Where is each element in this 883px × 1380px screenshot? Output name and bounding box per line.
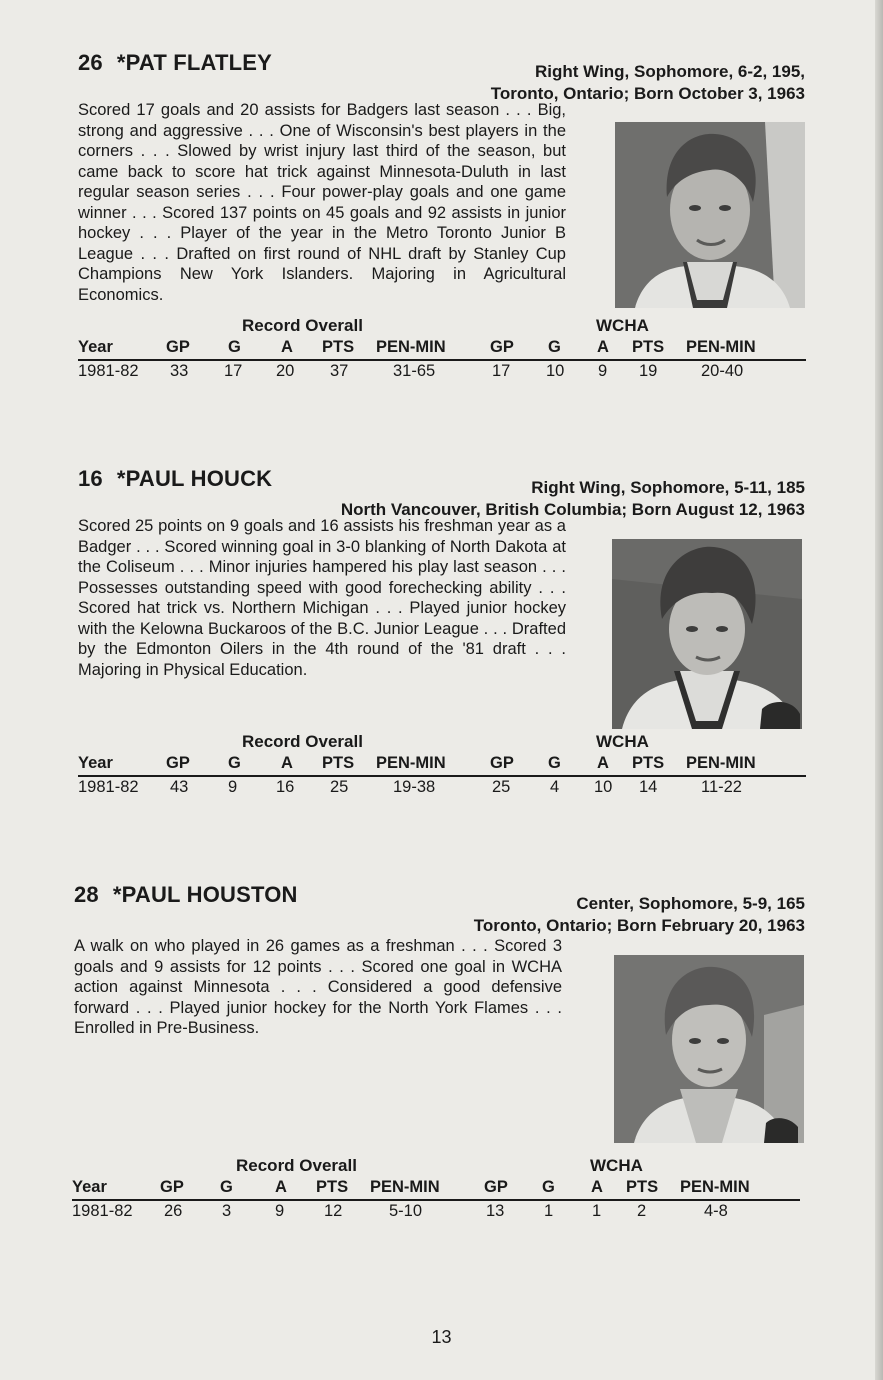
col-pts: PTS xyxy=(322,338,355,356)
cell-wcha-a: 9 xyxy=(598,362,608,380)
col-g: G xyxy=(228,338,241,356)
cell-wcha-gp: 17 xyxy=(492,362,511,380)
position-line: Center, Sophomore, 5-9, 165 xyxy=(576,894,805,913)
stats-table xyxy=(78,316,806,386)
col-gp: GP xyxy=(160,1178,184,1196)
origin-line: Toronto, Ontario; Born February 20, 1963 xyxy=(473,916,805,935)
player-heading xyxy=(78,50,272,76)
player-heading xyxy=(74,882,298,908)
cell-wcha-pen-min: 11-22 xyxy=(701,778,742,796)
col-gp: GP xyxy=(166,338,190,356)
col-year: Year xyxy=(72,1178,107,1196)
col-pts: PTS xyxy=(316,1178,349,1196)
col-wcha-g: G xyxy=(542,1178,555,1196)
cell-pts: 25 xyxy=(330,778,349,796)
cell-gp: 26 xyxy=(164,1202,183,1220)
cell-wcha-gp: 13 xyxy=(486,1202,505,1220)
col-pts: PTS xyxy=(322,754,355,772)
jersey-number: 28 xyxy=(74,882,99,907)
origin-line: Toronto, Ontario; Born October 3, 1963 xyxy=(490,84,805,103)
position-line: Right Wing, Sophomore, 5-11, 185 xyxy=(531,478,805,497)
col-year: Year xyxy=(78,754,113,772)
player-name: *PAT FLATLEY xyxy=(116,50,273,75)
cell-wcha-pen-min: 20-40 xyxy=(701,362,744,380)
cell-wcha-pts: 2 xyxy=(637,1202,647,1220)
col-wcha-pts: PTS xyxy=(626,1178,659,1196)
col-wcha-pts: PTS xyxy=(632,338,665,356)
col-g: G xyxy=(228,754,241,772)
col-wcha-pen-min: PEN-MIN xyxy=(680,1178,750,1196)
cell-g: 9 xyxy=(228,778,238,796)
page-number: 13 xyxy=(431,1327,452,1347)
cell-year: 1981-82 xyxy=(72,1202,133,1220)
col-wcha-g: G xyxy=(548,754,561,772)
col-wcha-gp: GP xyxy=(490,754,514,772)
cell-wcha-pts: 14 xyxy=(639,778,658,796)
cell-a: 20 xyxy=(276,362,295,380)
header-rule xyxy=(160,1199,800,1201)
player-photo xyxy=(615,122,805,308)
cell-a: 16 xyxy=(276,778,295,796)
cell-wcha-pts: 19 xyxy=(639,362,658,380)
col-wcha-gp: GP xyxy=(484,1178,508,1196)
cell-gp: 33 xyxy=(170,362,189,380)
cell-wcha-gp: 25 xyxy=(492,778,511,796)
cell-g: 3 xyxy=(222,1202,232,1220)
col-wcha-pen-min: PEN-MIN xyxy=(686,338,756,356)
cell-wcha-pen-min: 4-8 xyxy=(704,1202,728,1220)
cell-year: 1981-82 xyxy=(78,362,139,380)
player-bio: Scored 17 goals and 20 assists for Badgers last season . . . Big, strong and aggressive . . . One of Wisconsin's best players in the corners . . . Slowed by wrist injury last third of the season, but came back to score hat trick against Minnesota-Duluth in last regular season series . . . Four power-play goals and one game winner . . . Scored 137 points on 45 goals and 92 assists in junior hockey . . . Player of the year in the Metro Toronto Junior B League . . . Drafted on first round of NHL draft by Stanley Cup Champions New York Islanders. Majoring in Agricultural Economics. xyxy=(78,101,566,304)
record-overall-label: Record Overall xyxy=(242,732,363,751)
col-wcha-a: A xyxy=(597,338,609,356)
record-overall-label: Record Overall xyxy=(242,316,363,335)
cell-wcha-a: 10 xyxy=(594,778,613,796)
col-pen-min: PEN-MIN xyxy=(376,754,446,772)
col-year: Year xyxy=(78,338,113,356)
player-name: *PAUL HOUCK xyxy=(116,466,273,491)
cell-pen-min: 19-38 xyxy=(393,778,436,796)
stats-table xyxy=(72,1156,800,1226)
jersey-number: 26 xyxy=(78,50,103,75)
cell-wcha-g: 1 xyxy=(544,1202,554,1220)
record-overall-label: Record Overall xyxy=(236,1156,357,1175)
col-a: A xyxy=(281,338,293,356)
wcha-label: WCHA xyxy=(596,316,649,335)
cell-g: 17 xyxy=(224,362,243,380)
cell-pen-min: 5-10 xyxy=(389,1202,423,1220)
header-rule xyxy=(166,775,806,777)
header-rule xyxy=(166,359,806,361)
player-bio: Scored 25 points on 9 goals and 16 assists his freshman year as a Badger . . . Scored winning goal in 3-0 blanking of North Dakota at the Coliseum . . . Minor injuries hampered his play last season . . . Possesses outstanding speed with good forechecking ability . . . Scored hat trick vs. Northern Michigan . . . Played junior hockey with the Kelowna Buckaroos of the B.C. Junior League . . . Drafted by the Edmonton Oilers in the 4th round of the '81 draft . . . Majoring in Physical Education. xyxy=(78,517,566,679)
cell-wcha-g: 4 xyxy=(550,778,560,796)
col-a: A xyxy=(275,1178,287,1196)
col-wcha-a: A xyxy=(591,1178,603,1196)
player-bio: A walk on who played in 26 games as a freshman . . . Scored 3 goals and 9 assists for 12 points . . . Scored one goal in WCHA action against Minnesota . . . Considered a good defensive forward . . . Played junior hockey for the North York Flames . . . Enrolled in Pre-Business. xyxy=(74,937,562,1037)
wcha-label: WCHA xyxy=(590,1156,643,1175)
col-pen-min: PEN-MIN xyxy=(370,1178,440,1196)
col-wcha-gp: GP xyxy=(490,338,514,356)
stats-table xyxy=(78,732,806,802)
col-gp: GP xyxy=(166,754,190,772)
col-a: A xyxy=(281,754,293,772)
col-wcha-pts: PTS xyxy=(632,754,665,772)
col-pen-min: PEN-MIN xyxy=(376,338,446,356)
page-edge-shadow xyxy=(875,0,883,1380)
player-photo xyxy=(614,955,804,1143)
jersey-number: 16 xyxy=(78,466,103,491)
position-line: Right Wing, Sophomore, 6-2, 195, xyxy=(535,62,805,81)
cell-pts: 12 xyxy=(324,1202,343,1220)
cell-gp: 43 xyxy=(170,778,189,796)
cell-wcha-a: 1 xyxy=(592,1202,602,1220)
player-photo xyxy=(612,539,802,729)
cell-a: 9 xyxy=(275,1202,285,1220)
cell-wcha-g: 10 xyxy=(546,362,565,380)
player-heading xyxy=(78,466,272,492)
col-wcha-a: A xyxy=(597,754,609,772)
col-wcha-g: G xyxy=(548,338,561,356)
cell-pen-min: 31-65 xyxy=(393,362,436,380)
wcha-label: WCHA xyxy=(596,732,649,751)
col-wcha-pen-min: PEN-MIN xyxy=(686,754,756,772)
origin-line: North Vancouver, British Columbia; Born August 12, 1963 xyxy=(340,500,805,519)
player-name: *PAUL HOUSTON xyxy=(112,882,298,907)
cell-pts: 37 xyxy=(330,362,349,380)
cell-year: 1981-82 xyxy=(78,778,139,796)
col-g: G xyxy=(220,1178,233,1196)
